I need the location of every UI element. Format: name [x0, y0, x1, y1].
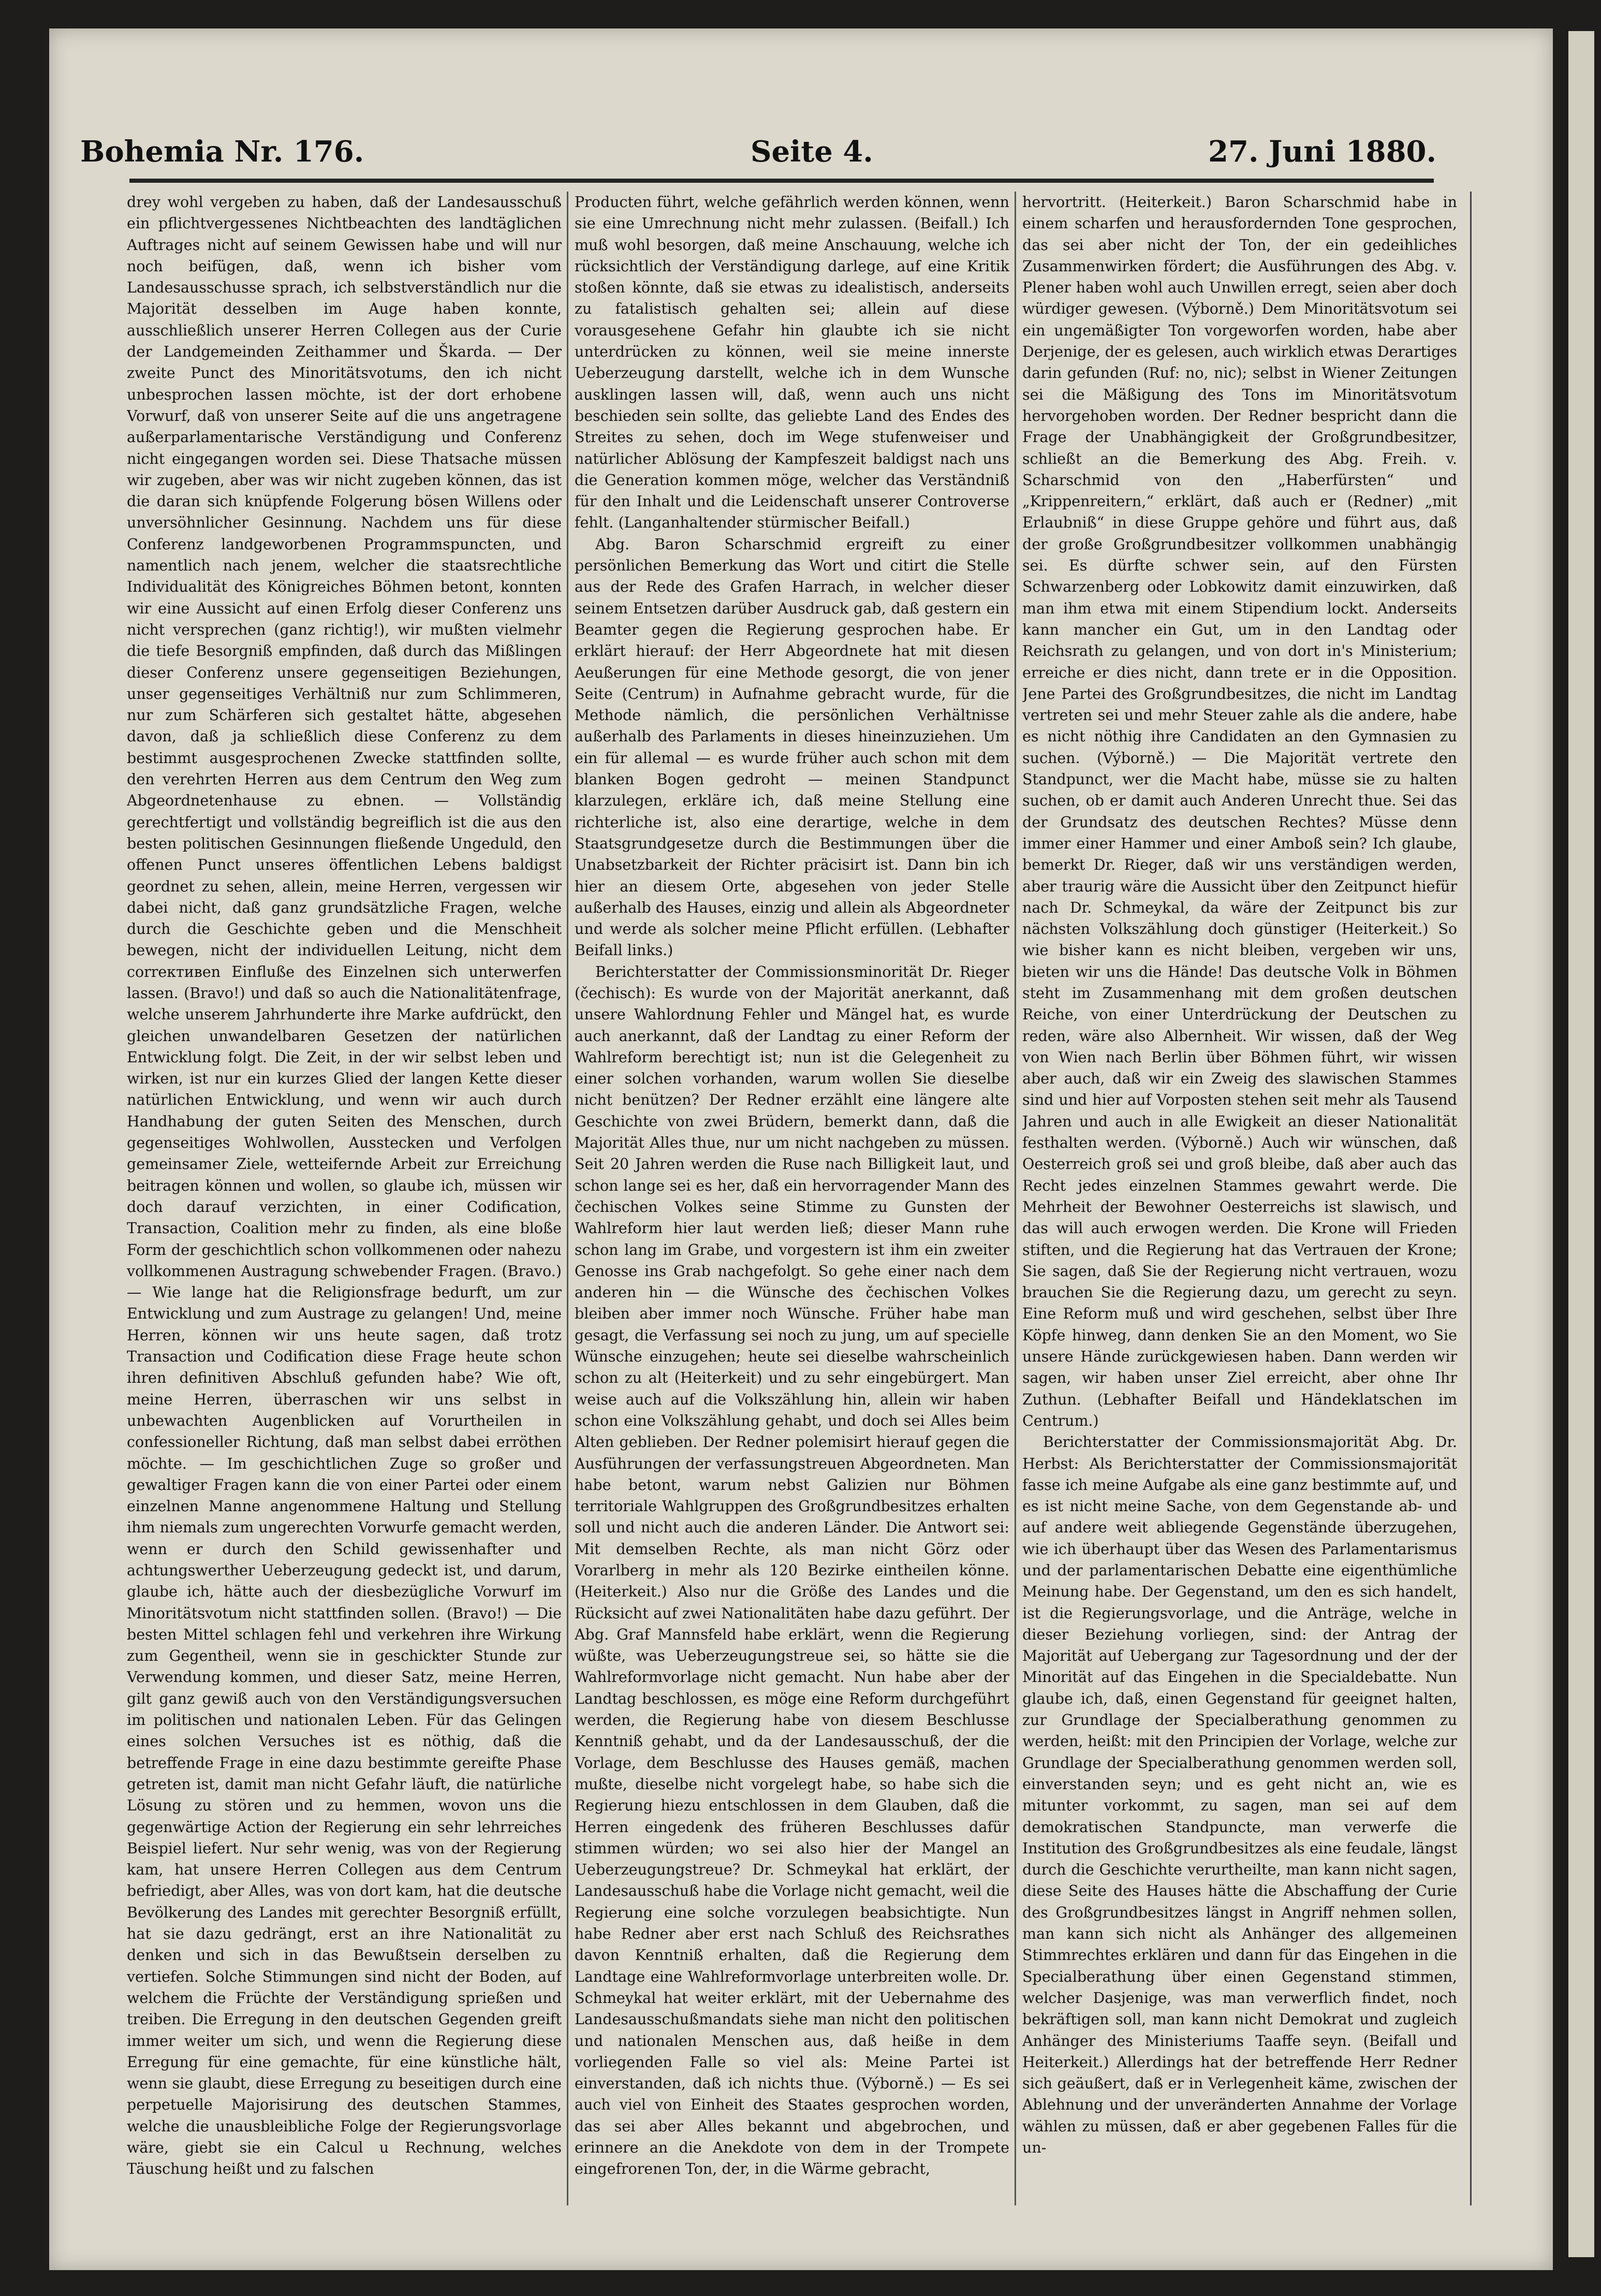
paragraph: Berichterstatter der Commissionsminorität Dr. Rieger (čechisch): Es wurde von der Majorität anerkannt, daß unsere Wahlordnung Fehler und Mängel hat, es wurde auch anerkannt, daß der Landtag zu einer Reform der Wahlreform berechtigt ist; nun ist die Gelegenheit zu einer solchen vorhanden, warum wollen Sie dieselbe nicht benützen? Der Redner erzählt eine längere alte Geschichte von zwei Brüdern, bemerkt dann, daß die Majorität Alles thue, nur um nicht nachgeben zu müssen. Seit 20 Jahren werden die Ruse nach Billigkeit laut, und schon lange sei es her, daß ein hervorragender Mann des čechischen Volkes seine Stimme zu Gunsten der Wahlreform hier laut werden ließ; dieser Mann ruhe schon lang im Grabe, und vorgestern ist ihm ein zweiter Genosse ins Grab nachgefolgt. So gehe einer nach dem anderen hin — die Wünsche des čechischen Volkes bleiben aber immer noch Wünsche. Früher habe man gesagt, die Verfassung sei noch zu jung, um auf specielle Wünsche einzugehen; heute sei dieselbe wahrscheinlich schon zu alt (Heiterkeit) und zu sehr eingebürgert. Man weise auch auf die Volkszählung hin, allein wir haben schon eine Volkszählung gehabt, und doch sei Alles beim Alten geblieben. Der Redner polemisirt hierauf gegen die Ausführungen der verfassungstreuen Abgeordneten. Man habe betont, warum nebst Galizien nur Böhmen territoriale Wahlgruppen des Großgrundbesitzes erhalten soll und nicht auch die anderen Länder. Die Antwort sei: Mit demselben Rechte, als man nicht Görz oder Vorarlberg in mehr als 120 Bezirke eintheilen könne. (Heiterkeit.) Also nur die Größe des Landes und die Rücksicht auf zwei Nationalitäten habe dazu geführt. Der Abg. Graf Mannsfeld habe erklärt, wenn die Regierung wüßte, was Ueberzeugungstreue sei, so hätte sie die Wahlreformvorlage nicht gemacht. Nun habe aber der Landtag beschlossen, es möge eine Reform durchgeführt werden, die Regierung habe von diesem Beschlusse Kenntniß gehabt, und da der Landesausschuß, der die Vorlage, dem Beschlusse des Hauses gemäß, machen mußte, dieselbe nicht vorgelegt habe, so habe sich die Regierung hiezu entschlossen in dem Glauben, daß die Herren eingedenk des früheren Beschlusses dafür stimmen würden; wo sei also hier der Mangel an Ueberzeugungstreue? Dr. Schmeykal hat erklärt, der Landesausschuß habe die Vorlage nicht gemacht, weil die Regierung eine solche vorzulegen beabsichtigte. Nun habe Redner aber erst nach Schluß des Reichsrathes davon Kenntniß erhalten, daß die Regierung dem Landtage eine Wahlreformvorlage unterbreiten wolle. Dr. Schmeykal hat weiter erklärt, mit der Uebernahme des Landesausschußmandats siehe man nicht den politischen und nationalen Menschen aus, daß heiße in dem vorliegenden Falle so viel als: Meine Partei ist einverstanden, daß ich nichts thue. (Výborně.) — Es sei auch viel von Einheit des Staates gesprochen worden, das sei aber Alles bekannt und abgebrochen, und erinnere an die Anekdote von dem in der Trompete eingefrorenen Ton, der, in die Wärme gebracht, [575, 963, 1009, 2178]
paragraph: drey wohl vergeben zu haben, daß der Landesausschuß ein pflichtvergessenes Nichtbeachten des landtäglichen Auftrages nicht auf seinem Gewissen habe und will nur noch beifügen, daß, wenn ich bisher vom Landesausschusse sprach, ich selbstverständlich nur die Majorität desselben im Auge haben konnte, ausschließlich unserer Herren Collegen aus der Curie der Landgemeinden Zeithammer und Škarda. — Der zweite Punct des Minoritätsvotums, den ich nicht unbesprochen lassen möchte, ist der dort erhobene Vorwurf, daß von unserer Seite auf die uns angetragene außerparlamentarische Verständigung und Conferenz nicht eingegangen worden sei. Diese Thatsache müssen wir zugeben, aber was wir nicht zugeben können, das ist die daran sich knüpfende Folgerung bösen Willens oder unversöhnlicher Gesinnung. Nachdem uns für diese Conferenz landgeworbenen Programmspuncten, und namentlich nach jenem, welcher die staatsrechtliche Individualität des Königreiches Böhmen betont, konnten wir eine Aussicht auf einen Erfolg dieser Conferenz uns nicht versprechen (ganz richtig!), wir mußten vielmehr die tiefe Besorgniß empfinden, daß durch das Mißlingen dieser Conferenz unsere gegenseitigen Beziehungen, unser gegenseitiges Verhältniß nur zum Schlimmeren, nur zum Schärferen sich gestaltet hätte, abgesehen davon, daß ja schließlich diese Conferenz zu dem bestimmt ausgesprochenen Zwecke stattfinden sollte, den verehrten Herren aus dem Centrum den Weg zum Abgeordnetenhause zu ebnen. — Vollständig gerechtfertigt und vollständig begreiflich ist die aus den besten politischen Gesinnungen fließende Ungeduld, den offenen Punct unseres öffentlichen Lebens baldigst geordnet zu sehen, allein, meine Herren, vergessen wir dabei nicht, daß ganz grundsätzliche Fragen, welche durch die Geschichte geben und die Menschheit bewegen, nicht der individuellen Leitung, nicht dem corrективen Einfluße des Einzelnen sich unterwerfen lassen. (Bravo!) und daß so auch die Nationalitätenfrage, welche unserem Jahrhunderte ihre Marke aufdrückt, den gleichen unwandelbaren Gesetzen der natürlichen Entwicklung folgt. Die Zeit, in der wir selbst leben und wirken, ist nur ein kurzes Glied der langen Kette dieser natürlichen Entwicklung, und wenn wir auch durch Handhabung der guten Seiten des Menschen, durch gegenseitiges Wohlwollen, Ausstecken und Verfolgen gemeinsamer Ziele, wetteifernde Arbeit zur Erreichung beitragen können und wollen, so glaube ich, müssen wir doch darauf verzichten, in einer Codification, Transaction, Coalition mehr zu finden, als eine bloße Form der geschichtlich schon vollkommenen oder nahezu vollkommenen Austragung schwebender Fragen. (Bravo.) — Wie lange hat die Religionsfrage bedurft, um zur Entwicklung und zum Austrage zu gelangen! Und, meine Herren, können wir uns heute sagen, daß trotz Transaction und Codification diese Frage heute schon ihren definitiven Abschluß gefunden habe? Wie oft, meine Herren, überraschen wir uns selbst in unbewachten Augenblicken auf Vorurtheilen in confessioneller Richtung, daß man selbst dabei erröthen möchte. — Im geschichtlichen Zuge so großer und gewaltiger Fragen kann die von einer Partei oder einem einzelnen Manne angenommene Haltung und Stellung ihm niemals zum ungerechten Vorwurfe gemacht werden, wenn er durch den Schild gewissenhafter und achtungswerther Ueberzeugung gedeckt ist, und darum, glaube ich, hätte auch der diesbezügliche Vorwurf im Minoritätsvotum nicht stattfinden sollen. (Bravo!) — Die besten Mittel schlagen fehl und verkehren ihre Wirkung zum Gegentheil, wenn sie in geschickter Stunde zur Verwendung kommen, und dieser Satz, meine Herren, gilt ganz gewiß auch von den Verständigungsversuchen im politischen und nationalen Leben. Für das Gelingen eines solchen Versuches ist es nöthig, daß die betreffende Frage in eine dazu bestimmte gereifte Phase getreten ist, damit man nicht Gefahr läuft, die natürliche Lösung zu stören und zu hemmen, wovon uns die gegenwärtige Action der Regierung ein sehr lehrreiches Beispiel liefert. Nur sehr wenig, was von der Regierung kam, hat unsere Herren Collegen aus dem Centrum befriedigt, aber Alles, was von dort kam, hat die deutsche Bevölkerung des Landes mit gerechter Besorgniß erfüllt, hat sie dazu gedrängt, erst an ihre Nationalität zu denken und sich in das Bewußtsein derselben zu vertiefen. Solche Stimmungen sind nicht der Boden, auf welchem die Früchte der Verständigung sprießen und treiben. Die Erregung in den deutschen Gegenden greift immer weiter um sich, und wenn die Regierung diese Erregung für eine gemachte, für eine künstliche hält, wenn sie glaubt, diese Erregung zu beseitigen durch eine perpetuelle Majorisirung des deutschen Stammes, welche die unausbleibliche Folge der Regierungsvorlage wäre, giebt sie ein Calcul u Rechnung, welches Täuschung heißt und zu falschen [127, 194, 562, 2178]
paragraph: Producten führt, welche gefährlich werden können, wenn sie eine Umrechnung nicht mehr zulassen. (Beifall.) Ich muß wohl besorgen, daß meine Anschauung, welche ich rücksichtlich der Verständigung darlege, auf eine Kritik stoßen könnte, daß sie etwas zu idealistisch, anderseits zu fatalistisch gehalten sei; allein auf diese vorausgesehene Gefahr hin glaubte ich sie nicht unterdrücken zu können, weil sie meine innerste Ueberzeugung darstellt, welche ich in dem Wunsche ausklingen lassen will, daß, wenn auch uns nicht beschieden sein sollte, das geliebte Land des Endes des Streites zu sehen, doch im Wege stufenweiser und natürlicher Ablösung der Kampfeszeit baldigst nach uns die Generation kommen möge, welcher das Verständniß für den Inhalt und die Leidenschaft unserer Controverse fehlt. (Langanhaltender stürmischer Beifall.) [575, 194, 1009, 532]
paragraph: Abg. Baron Scharschmid ergreift zu einer persönlichen Bemerkung das Wort und citirt die Stelle aus der Rede des Grafen Harrach, in welcher dieser seinem Entsetzen darüber Ausdruck gab, daß gestern ein Beamter gegen die Regierung gesprochen habe. Er erklärt hierauf: der Herr Abgeordnete hat mit diesen Aeußerungen für eine Methode gesorgt, die von jener Seite (Centrum) in Aufnahme gebracht wurde, für die Methode nämlich, die persönlichen Verhältnisse außerhalb des Parlaments in dieses hineinzuziehen. Um ein für allemal — es wurde früher auch schon mit dem blanken Bogen gedroht — meinen Standpunct klarzulegen, erkläre ich, daß meine Stellung eine richterliche ist, also eine derartige, welche in dem Staatsgrundgesetze durch die Bestimmungen über die Unabsetzbarkeit der Richter präcisirt ist. Dann bin ich hier an diesem Orte, abgesehen von jeder Stelle außerhalb des Hauses, einzig und allein als Abgeordneter und werde als solcher meine Pflicht erfüllen. (Lebhafter Beifall links.) [575, 535, 1009, 959]
header-rule [129, 179, 1434, 183]
issue-date: 27. Juni 1880. [1208, 135, 1436, 169]
margin-rule [1470, 192, 1472, 2205]
text-column-2 [575, 192, 1009, 2205]
text-column-1 [127, 192, 562, 2205]
paragraph: Berichterstatter der Commissionsmajorität Abg. Dr. Herbst: Als Berichterstatter der Commissionsmajorität fasse ich meine Aufgabe als eine ganz bestimmte auf, und es ist nicht meine Sache, von dem Gegenstande ab- und auf andere weit abliegende Gegenstände überzugehen, wie ich überhaupt über das Wesen des Parlamentarismus und der parlamentarischen Debatte eine eigenthümliche Meinung habe. Der Gegenstand, um den es sich handelt, ist die Regierungsvorlage, und die Anträge, welche in dieser Beziehung vorliegen, sind: der Antrag der Majorität auf Uebergang zur Tagesordnung und der der Minorität auf das Eingehen in die Specialdebatte. Nun glaube ich, daß, einen Gegenstand für geeignet halten, zur Grundlage der Specialberathung genommen zu werden, heißt: mit den Principien der Vorlage, welche zur Grundlage der Specialberathung genommen werden soll, einverstanden seyn; und es geht nicht an, wie es mitunter vorkommt, zu sagen, man sei auf dem demokratischen Standpuncte, man verwerfe die Institution des Großgrundbesitzes als eine feudale, längst durch die Geschichte verurtheilte, man kann nicht sagen, diese Seite des Hauses hätte die Abschaffung der Curie des Großgrundbesitzes längst in Angriff nehmen sollen, man kann sich nicht als Anhänger des allgemeinen Stimmrechtes erklären und dann für das Eingehen in die Specialberathung über einen Gegenstand stimmen, welcher Dasjenige, was man verwerflich findet, noch bekräftigen soll, man kann nicht Demokrat und zugleich Anhänger des Ministeriums Taaffe seyn. (Beifall und Heiterkeit.) Allerdings hat der betreffende Herr Redner sich geäußert, daß er in Verlegenheit käme, zwischen der Ablehnung und der unveränderten Annahme der Vorlage wählen zu müssen, daß er aber gegebenen Falles für die un- [1022, 1434, 1457, 2157]
text-column-3 [1022, 192, 1457, 2205]
masthead-issue: Bohemia Nr. 176. [80, 135, 364, 169]
column-divider [567, 192, 568, 2205]
adjacent-page-edge [1568, 31, 1594, 2257]
page-number: Seite 4. [751, 135, 873, 169]
paragraph: hervortritt. (Heiterkeit.) Baron Scharschmid habe in einem scharfen und herausfordernden Tone gesprochen, das sei aber nicht der Ton, der ein gedeihliches Zusammenwirken fördert; die Ausführungen des Abg. v. Plener haben wohl auch Unwillen erregt, seien aber doch würdiger gewesen. (Výborně.) Dem Minoritätsvotum sei ein ungemäßigter Ton vorgeworfen worden, habe aber Derjenige, der es gelesen, auch wirklich etwas Derartiges darin gefunden (Ruf: no, nic); selbst in Wiener Zeitungen sei die Mäßigung des Tons im Minoritätsvotum hervorgehoben worden. Der Redner bespricht dann die Frage der Unabhängigkeit der Großgrundbesitzer, schließt an die Bemerkung des Abg. Freih. v. Scharschmid von den „Haberfürsten“ und „Krippenreitern,“ erklärt, daß auch er (Redner) „mit Erlaubniß“ in diese Gruppe gehöre und führt aus, daß der große Großgrundbesitzer vollkommen unabhängig sei. Es dürfte schwer sein, auf den Fürsten Schwarzenberg oder Lobkowitz damit einzuwirken, daß man ihm etwa mit einem Stipendium lockt. Anderseits kann mancher ein Gut, um in den Landtag oder Reichsrath zu gelangen, und von dort in's Ministerium; erreiche er dies nicht, dann trete er in die Opposition. Jene Partei des Großgrundbesitzes, die nicht im Landtag vertreten sei und mehr Steuer zahle als die andere, habe es nicht nöthig ihre Candidaten an den Gymnasien zu suchen. (Výborně.) — Die Majorität vertrete den Standpunct, wer die Macht habe, müsse sie zu halten suchen, ob er damit auch Anderen Unrecht thue. Sei das der Grundsatz des deutschen Rechtes? Müsse denn immer einer Hammer und einer Amboß sein? Ich glaube, bemerkt Dr. Rieger, daß wir uns verständigen werden, aber traurig wäre die Aussicht über den Zeitpunct hiefür nach Dr. Schmeykal, da wäre der Zeitpunct bis zur nächsten Volkszählung doch günstiger (Heiterkeit.) So wie bisher kann es nicht bleiben, vergeben wir uns, bieten wir uns die Hände! Das deutsche Volk in Böhmen steht im Zusammenhang mit dem großen deutschen Reiche, von einer Unterdrückung der Deutschen zu reden, wäre also Albernheit. Wir wissen, daß der Weg von Wien nach Berlin über Böhmen führt, wir wissen aber auch, daß wir ein Zweig des slawischen Stammes sind und hier auf Vorposten stehen seit mehr als Tausend Jahren und auch in alle Ewigkeit an dieser Nationalität festhalten werden. (Výborně.) Auch wir wünschen, daß Oesterreich groß sei und groß bleibe, daß aber auch das Recht jedes einzelnen Stammes gewahrt werde. Die Mehrheit der Bewohner Oesterreichs ist slawisch, und das will auch erwogen werden. Die Krone will Frieden stiften, und die Regierung hat das Vertrauen der Krone; Sie sagen, daß Sie der Regierung nicht vertrauen, wozu brauchen Sie die Regierung dazu, um gerecht zu seyn. Eine Reform muß und wird geschehen, selbst über Ihre Köpfe hinweg, dann denken Sie an den Moment, wo Sie unsere Hände zurückgewiesen haben. Dann werden wir sagen, wir haben unser Ziel erreicht, aber ohne Ihr Zuthun. (Lebhafter Beifall und Händeklatschen im Centrum.) [1022, 194, 1457, 1429]
column-divider [1015, 192, 1016, 2205]
page-header [80, 124, 1436, 186]
